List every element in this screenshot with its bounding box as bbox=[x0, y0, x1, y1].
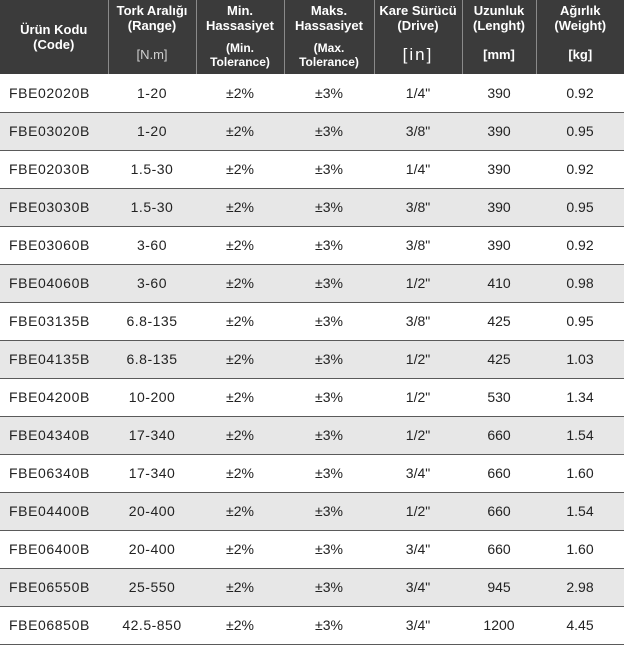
header-length-unit bbox=[462, 36, 536, 74]
cell-max: ±3% bbox=[284, 530, 374, 568]
cell-max: ±3% bbox=[284, 302, 374, 340]
header-max-line2: Hassasiyet bbox=[295, 18, 363, 33]
cell-range: 20-400 bbox=[108, 530, 196, 568]
cell-range: 17-340 bbox=[108, 454, 196, 492]
cell-drive: 3/4" bbox=[374, 568, 462, 606]
header-weight bbox=[536, 0, 624, 36]
cell-code: FBE04060B bbox=[0, 264, 108, 302]
cell-drive: 1/4" bbox=[374, 150, 462, 188]
cell-min: ±2% bbox=[196, 226, 284, 264]
cell-weight: 1.54 bbox=[536, 492, 624, 530]
cell-weight: 1.03 bbox=[536, 340, 624, 378]
header-weight-tr: Ağırlık bbox=[560, 3, 601, 18]
cell-length: 390 bbox=[462, 112, 536, 150]
cell-min: ±2% bbox=[196, 606, 284, 644]
cell-range: 6.8-135 bbox=[108, 340, 196, 378]
cell-length: 945 bbox=[462, 568, 536, 606]
table-row bbox=[0, 226, 624, 264]
header-code-tr: Ürün Kodu bbox=[20, 22, 88, 37]
max-sub-line2: Tolerance) bbox=[299, 55, 359, 69]
header-min-sub bbox=[196, 36, 284, 74]
cell-weight: 4.45 bbox=[536, 606, 624, 644]
header-min bbox=[196, 0, 284, 36]
cell-code: FBE04200B bbox=[0, 378, 108, 416]
cell-code: FBE04340B bbox=[0, 416, 108, 454]
table-row bbox=[0, 454, 624, 492]
cell-drive: 3/4" bbox=[374, 530, 462, 568]
cell-weight: 1.60 bbox=[536, 530, 624, 568]
cell-weight: 1.34 bbox=[536, 378, 624, 416]
range-unit-text: [N.m] bbox=[136, 47, 168, 62]
cell-code: FBE04135B bbox=[0, 340, 108, 378]
header-max-line1: Maks. bbox=[310, 3, 348, 18]
cell-drive: 3/8" bbox=[374, 302, 462, 340]
cell-weight: 1.60 bbox=[536, 454, 624, 492]
cell-length: 660 bbox=[462, 530, 536, 568]
cell-min: ±2% bbox=[196, 416, 284, 454]
cell-code: FBE06340B bbox=[0, 454, 108, 492]
min-sub-line1: (Min. bbox=[226, 41, 254, 55]
cell-min: ±2% bbox=[196, 492, 284, 530]
cell-max: ±3% bbox=[284, 340, 374, 378]
header-drive-tr: Kare Sürücü bbox=[379, 3, 457, 18]
header-length-en: (Lenght) bbox=[473, 18, 525, 33]
cell-drive: 3/8" bbox=[374, 188, 462, 226]
cell-code: FBE03135B bbox=[0, 302, 108, 340]
cell-length: 390 bbox=[462, 150, 536, 188]
header-drive-unit bbox=[374, 36, 462, 74]
cell-weight: 0.95 bbox=[536, 188, 624, 226]
cell-weight: 0.95 bbox=[536, 112, 624, 150]
header-code-en: (Code) bbox=[33, 37, 75, 52]
cell-length: 660 bbox=[462, 492, 536, 530]
cell-code: FBE06400B bbox=[0, 530, 108, 568]
table-row bbox=[0, 112, 624, 150]
cell-min: ±2% bbox=[196, 568, 284, 606]
cell-range: 3-60 bbox=[108, 226, 196, 264]
cell-min: ±2% bbox=[196, 454, 284, 492]
table-header bbox=[0, 0, 624, 74]
cell-max: ±3% bbox=[284, 188, 374, 226]
cell-min: ±2% bbox=[196, 150, 284, 188]
cell-drive: 1/2" bbox=[374, 416, 462, 454]
cell-min: ±2% bbox=[196, 378, 284, 416]
cell-length: 390 bbox=[462, 188, 536, 226]
cell-code: FBE02020B bbox=[0, 74, 108, 112]
cell-range: 25-550 bbox=[108, 568, 196, 606]
cell-max: ±3% bbox=[284, 492, 374, 530]
table-row bbox=[0, 492, 624, 530]
cell-range: 3-60 bbox=[108, 264, 196, 302]
table-row bbox=[0, 606, 624, 644]
cell-code: FBE03060B bbox=[0, 226, 108, 264]
cell-code: FBE04400B bbox=[0, 492, 108, 530]
cell-max: ±3% bbox=[284, 454, 374, 492]
cell-range: 10-200 bbox=[108, 378, 196, 416]
cell-weight: 0.92 bbox=[536, 150, 624, 188]
cell-min: ±2% bbox=[196, 530, 284, 568]
cell-min: ±2% bbox=[196, 74, 284, 112]
header-range-tr: Tork Aralığı bbox=[116, 3, 188, 18]
cell-weight: 0.92 bbox=[536, 74, 624, 112]
cell-drive: 3/4" bbox=[374, 454, 462, 492]
table-row bbox=[0, 416, 624, 454]
table-body bbox=[0, 74, 624, 644]
cell-min: ±2% bbox=[196, 112, 284, 150]
cell-weight: 0.98 bbox=[536, 264, 624, 302]
header-drive bbox=[374, 0, 462, 36]
cell-drive: 3/8" bbox=[374, 112, 462, 150]
cell-min: ±2% bbox=[196, 302, 284, 340]
cell-length: 425 bbox=[462, 340, 536, 378]
cell-length: 530 bbox=[462, 378, 536, 416]
length-unit-text: [mm] bbox=[483, 47, 515, 62]
cell-min: ±2% bbox=[196, 340, 284, 378]
table-row bbox=[0, 264, 624, 302]
cell-range: 6.8-135 bbox=[108, 302, 196, 340]
cell-weight: 1.54 bbox=[536, 416, 624, 454]
cell-drive: 1/2" bbox=[374, 378, 462, 416]
header-min-line2: Hassasiyet bbox=[206, 18, 274, 33]
cell-range: 1-20 bbox=[108, 112, 196, 150]
header-min-line1: Min. bbox=[227, 3, 253, 18]
table-row bbox=[0, 302, 624, 340]
header-range-unit bbox=[108, 36, 196, 74]
cell-drive: 1/4" bbox=[374, 74, 462, 112]
cell-drive: 3/8" bbox=[374, 226, 462, 264]
cell-weight: 0.95 bbox=[536, 302, 624, 340]
table-row bbox=[0, 568, 624, 606]
cell-max: ±3% bbox=[284, 378, 374, 416]
cell-code: FBE03020B bbox=[0, 112, 108, 150]
cell-length: 1200 bbox=[462, 606, 536, 644]
cell-max: ±3% bbox=[284, 416, 374, 454]
table-row bbox=[0, 378, 624, 416]
cell-range: 17-340 bbox=[108, 416, 196, 454]
cell-code: FBE02030B bbox=[0, 150, 108, 188]
header-length-tr: Uzunluk bbox=[473, 3, 525, 18]
header-max-sub bbox=[284, 36, 374, 74]
header-weight-unit bbox=[536, 36, 624, 74]
header-range bbox=[108, 0, 196, 36]
cell-code: FBE03030B bbox=[0, 188, 108, 226]
header-range-en: (Range) bbox=[127, 18, 177, 33]
cell-length: 660 bbox=[462, 454, 536, 492]
table-row bbox=[0, 74, 624, 112]
header-drive-en: (Drive) bbox=[397, 18, 439, 33]
cell-code: FBE06550B bbox=[0, 568, 108, 606]
weight-unit-text: [kg] bbox=[568, 47, 593, 62]
cell-max: ±3% bbox=[284, 226, 374, 264]
cell-length: 390 bbox=[462, 74, 536, 112]
header-max bbox=[284, 0, 374, 36]
header-length bbox=[462, 0, 536, 36]
cell-range: 1.5-30 bbox=[108, 150, 196, 188]
cell-max: ±3% bbox=[284, 112, 374, 150]
cell-min: ±2% bbox=[196, 264, 284, 302]
cell-code: FBE06850B bbox=[0, 606, 108, 644]
cell-length: 390 bbox=[462, 226, 536, 264]
cell-range: 42.5-850 bbox=[108, 606, 196, 644]
cell-drive: 1/2" bbox=[374, 492, 462, 530]
cell-length: 425 bbox=[462, 302, 536, 340]
header-code bbox=[0, 0, 108, 74]
table-row bbox=[0, 340, 624, 378]
cell-drive: 1/2" bbox=[374, 264, 462, 302]
table-row bbox=[0, 150, 624, 188]
cell-max: ±3% bbox=[284, 264, 374, 302]
max-sub-line1: (Max. bbox=[313, 41, 345, 55]
cell-weight: 2.98 bbox=[536, 568, 624, 606]
cell-length: 410 bbox=[462, 264, 536, 302]
cell-min: ±2% bbox=[196, 188, 284, 226]
drive-unit-text: [in] bbox=[402, 44, 434, 64]
cell-range: 1-20 bbox=[108, 74, 196, 112]
cell-range: 1.5-30 bbox=[108, 188, 196, 226]
cell-length: 660 bbox=[462, 416, 536, 454]
cell-drive: 1/2" bbox=[374, 340, 462, 378]
table-row bbox=[0, 188, 624, 226]
cell-max: ±3% bbox=[284, 150, 374, 188]
cell-range: 20-400 bbox=[108, 492, 196, 530]
table-row bbox=[0, 530, 624, 568]
cell-max: ±3% bbox=[284, 74, 374, 112]
header-weight-en: (Weight) bbox=[554, 18, 607, 33]
cell-max: ±3% bbox=[284, 606, 374, 644]
cell-weight: 0.92 bbox=[536, 226, 624, 264]
cell-drive: 3/4" bbox=[374, 606, 462, 644]
cell-max: ±3% bbox=[284, 568, 374, 606]
min-sub-line2: Tolerance) bbox=[210, 55, 270, 69]
